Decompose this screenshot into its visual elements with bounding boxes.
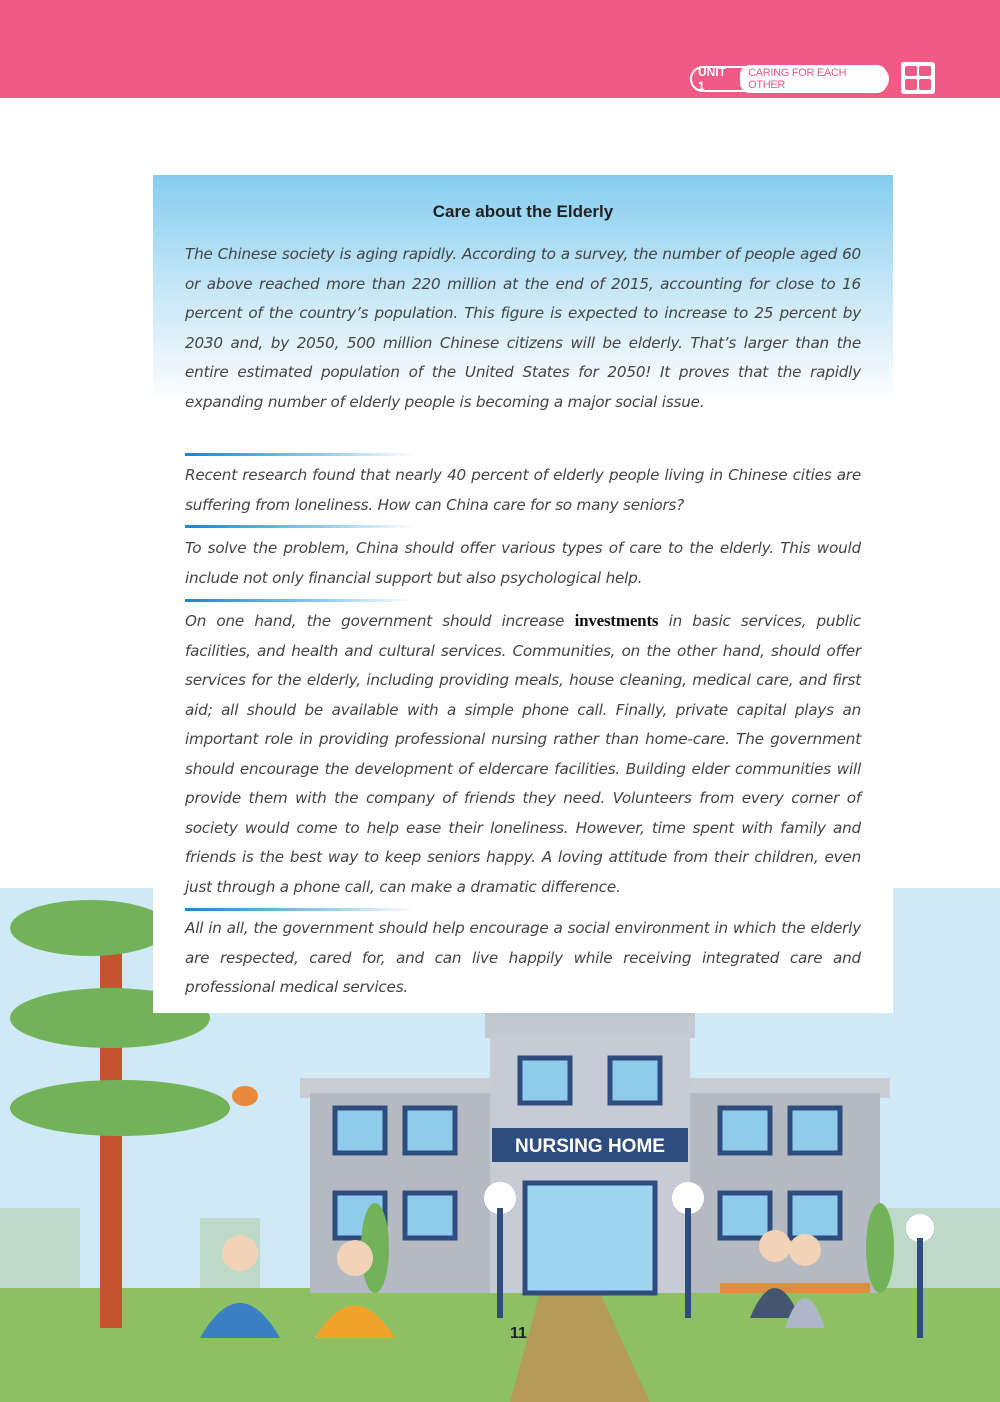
puzzle-icon <box>901 62 935 94</box>
bold-keyword: investments <box>574 611 659 630</box>
nursing-home-sign: NURSING HOME <box>515 1136 665 1157</box>
paragraph: All in all, the government should help encourage a social environment in which the elderly are respected, cared for, and can live happily while receiving integrated care and professional medical services. <box>185 919 861 996</box>
article-title: Care about the Elderly <box>432 202 614 221</box>
divider <box>185 908 415 911</box>
paragraph: The Chinese society is aging rapidly. According to a survey, the number of people aged 60 or above reached more than 220 million at the end of 2015, accounting for close to 16 percent of the country’s population. This figure is expected to increase to 25 percent by 2030 and, by 2050, 500 million Chinese citizens will be elderly. That’s larger than the entire estimated population of the United States for 2050! It proves that the rapidly expanding number of elderly people is becoming a major social issue. <box>185 245 861 411</box>
divider <box>185 453 415 456</box>
unit-title: CARING FOR EACH OTHER <box>740 65 887 93</box>
paragraph: Recent research found that nearly 40 percent of elderly people living in Chinese cities are suffering from loneliness. How can China care for so many seniors? <box>185 466 861 514</box>
article-card <box>153 175 893 1013</box>
divider <box>185 599 415 602</box>
header-banner <box>0 0 1000 98</box>
paragraph: To solve the problem, China should offer various types of care to the elderly. This would include not only financial support but also psychological help. <box>185 539 861 587</box>
divider <box>185 525 415 528</box>
unit-badge <box>690 66 889 92</box>
paragraph: On one hand, the government should increase investments in basic services, public facilities, and health and cultural services. Communities, on the other hand, should offer services for the elderly, including providing meals, house cleaning, medical care, and first aid; all should be available with a simple phone call. Finally, private capital plays an important role in providing professional nursing rather than home-care. The government should encourage the development of eldercare facilities. Building elder communities will provide them with the company of friends they need. Volunteers from every corner of society would come to help ease their loneliness. However, time spent with family and friends is the best way to keep seniors happy. A loving attitude from their children, even just through a phone call, can make a dramatic difference. <box>185 611 861 896</box>
bird <box>232 1086 258 1106</box>
page-number: 11 <box>510 1325 527 1342</box>
unit-label: UNIT 1 <box>698 65 726 93</box>
